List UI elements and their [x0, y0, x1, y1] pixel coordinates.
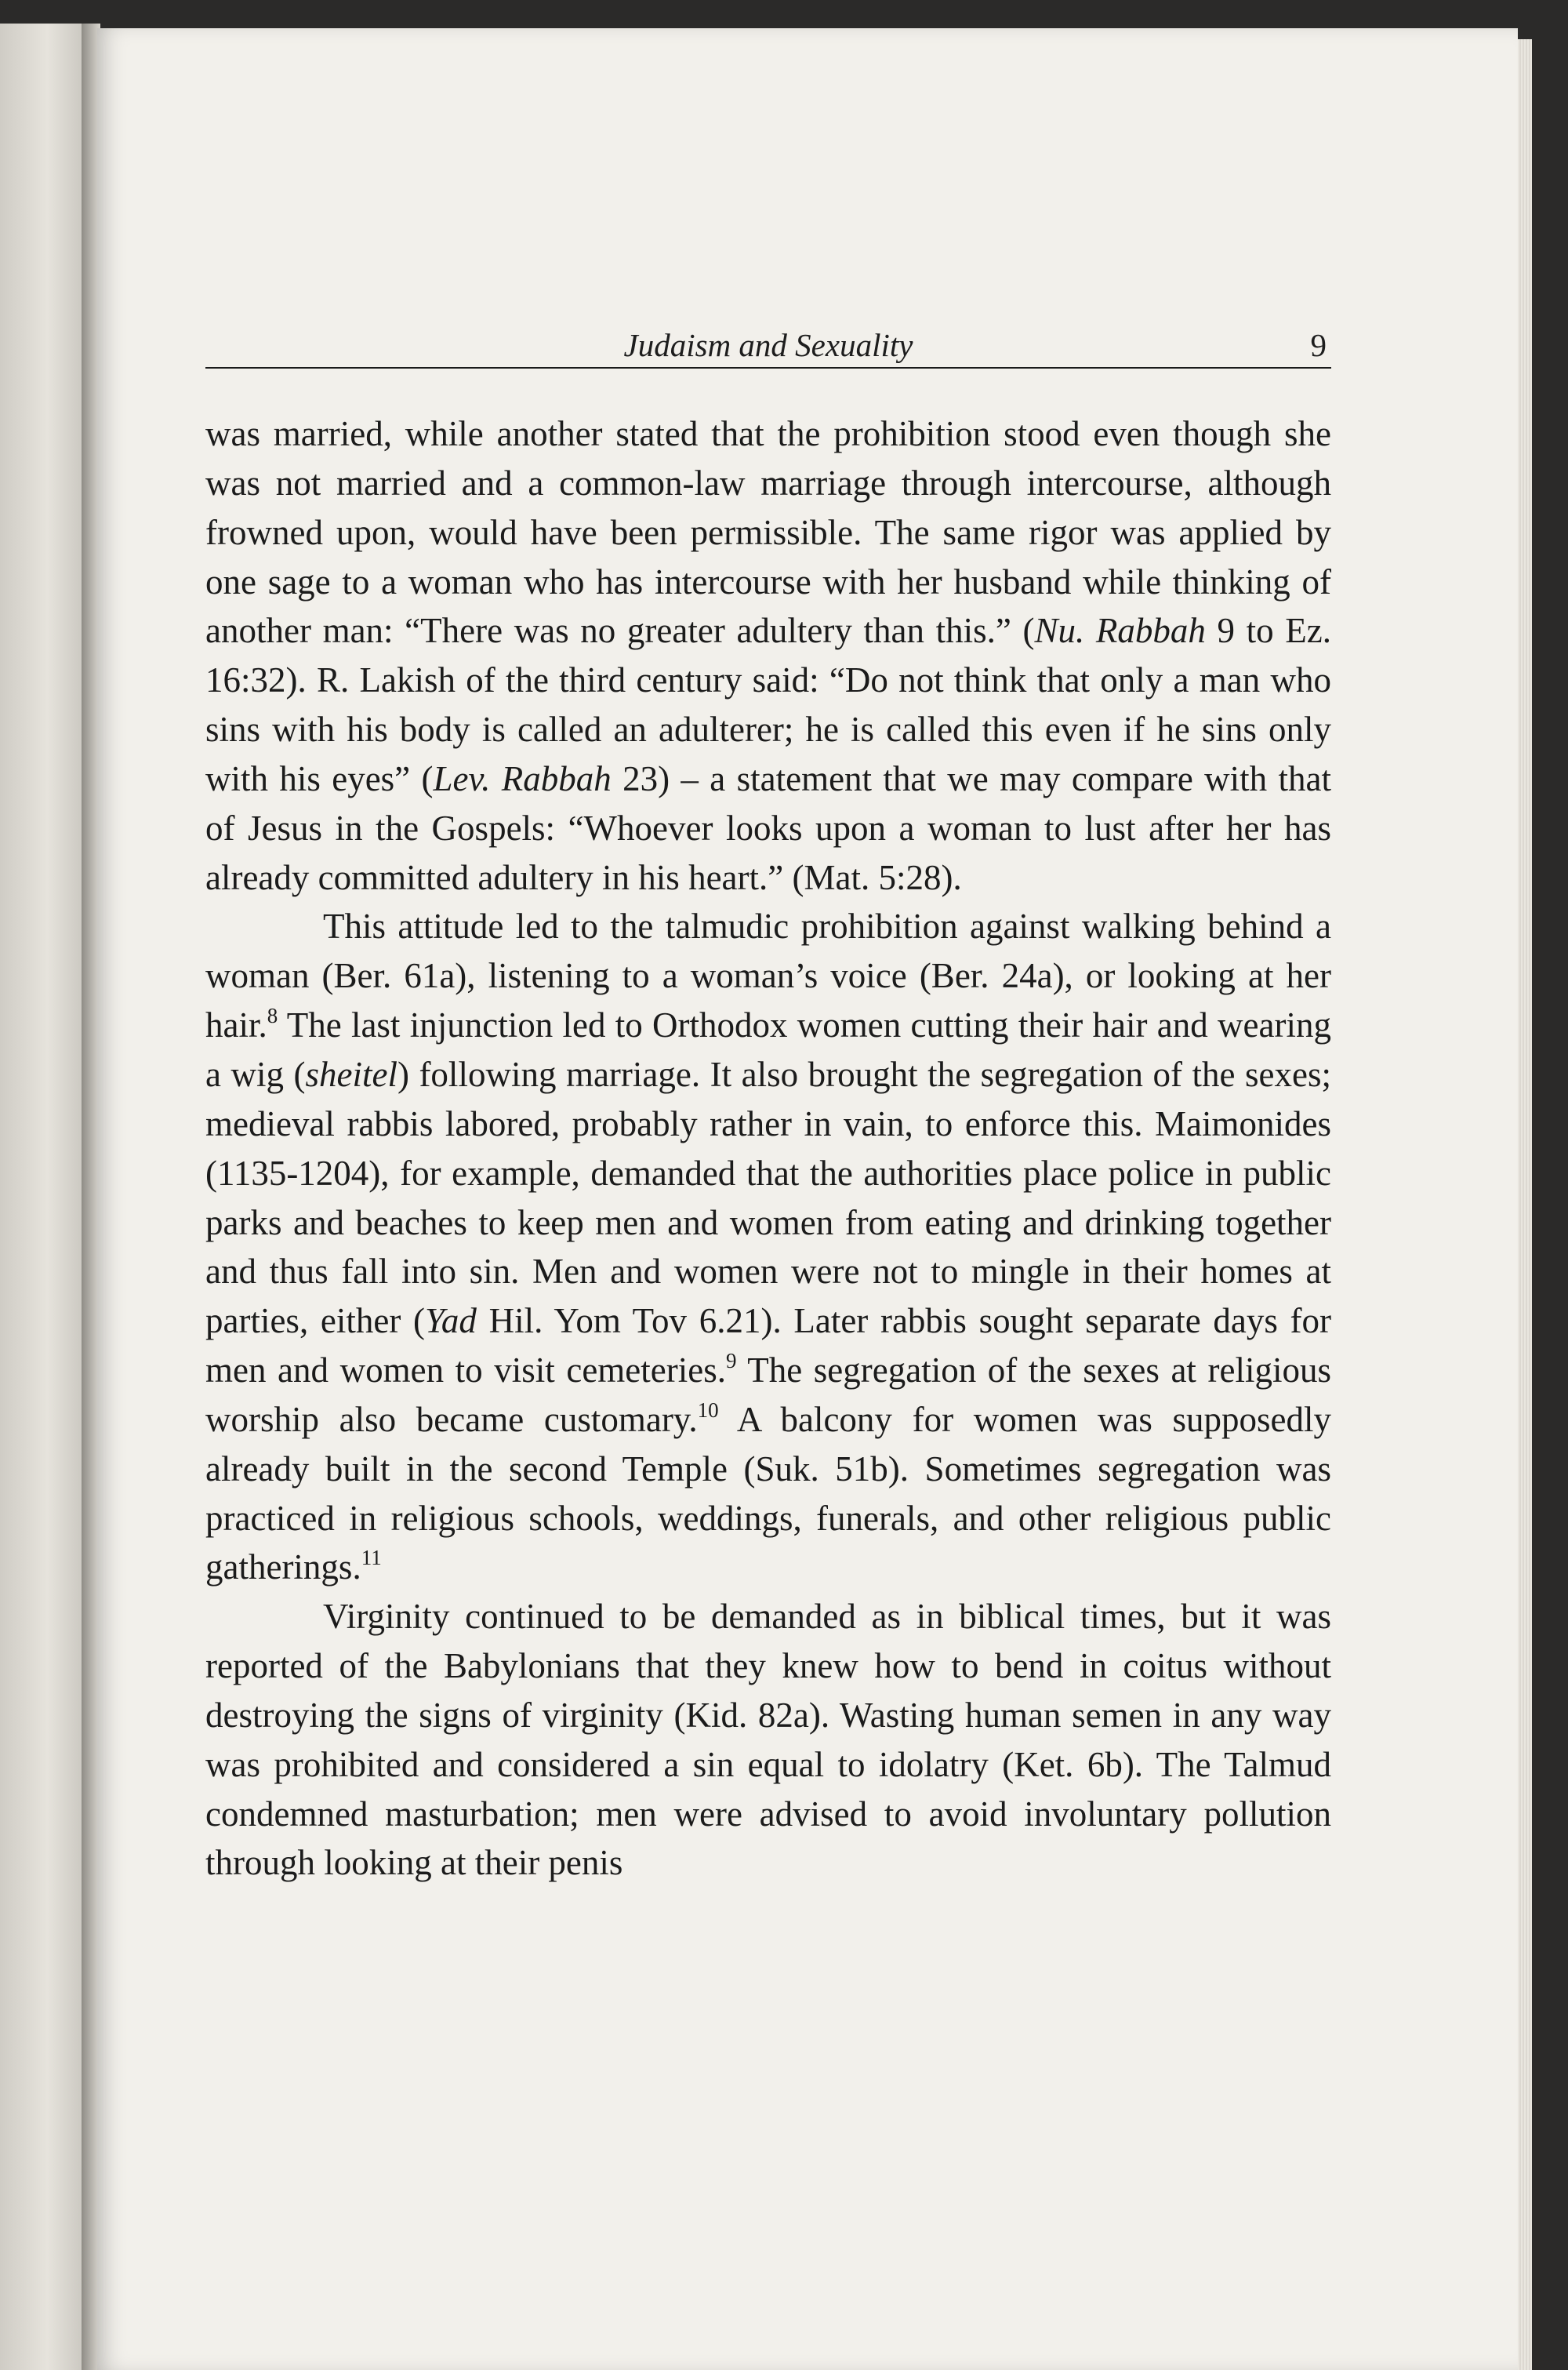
footnote-marker: 10	[697, 1398, 719, 1422]
paragraph	[205, 409, 1331, 902]
italic-citation: Yad	[424, 1301, 477, 1341]
text-run: Virginity continued to be demanded as in biblical times, but it was reported of the Babylonians that they knew how to bend in coitus without destroying the signs of virginity (Kid. 82a). Wasting human semen in any way was prohibited and considered a sin equal to idolatry (Ket. 6b). The Talmud condemned masturbation; men were advised to avoid involuntary pollution through looking at their penis	[205, 1597, 1331, 1883]
text-run: 23) – a statement that we may compare with that of Jesus in the Gospels: “Whoever looks upon a woman to lust after her has already committed adultery in his heart.” (Mat. 5:28).	[205, 758, 1331, 897]
italic-citation: Nu. Rabbah	[1034, 611, 1206, 651]
body-text	[205, 409, 1331, 1888]
text-run: ) following marriage. It also brought the segregation of the sexes; medieval rabbis labored, probably rather in vain, to enforce this. Maimonides (1135-1204), for example, demanded that the authorities place police in public parks and beaches to keep men and women from eating and drinking together and thus fall into sin. Men and women were not to mingle in their homes at parties, either (	[205, 1054, 1331, 1341]
italic-citation: Lev. Rabbah	[433, 758, 612, 798]
text-run: 9 to Ez. 16:32). R. Lakish of the third century said: “Do not think that only a man who sins with his body is called an adulterer; he is called this even if he sins only with his eyes” (	[205, 611, 1331, 798]
text-run: was married, while another stated that the prohibition stood even though she was not married and a common-law marriage through intercourse, although frowned upon, would have been permissible. The same rigor was applied by one sage to a woman who has intercourse with her husband while thinking of another man: “There was no greater adultery than this.” (	[205, 414, 1331, 651]
footnote-marker: 9	[725, 1349, 737, 1373]
text-run: This attitude led to the talmudic prohibition against walking behind a woman (Ber. 61a), listening to a woman’s voice (Ber. 24a), or looking at her hair.	[205, 907, 1331, 1045]
text-run: Hil. Yom Tov 6.21). Later rabbis sought separate days for men and women to visit cemeteries.	[205, 1301, 1332, 1390]
footnote-marker: 8	[267, 1004, 278, 1028]
footnote-marker: 11	[361, 1546, 382, 1570]
text-run: The last injunction led to Orthodox women cutting their hair and wearing a wig (	[205, 1005, 1331, 1094]
facing-page-edge	[0, 24, 86, 2370]
running-head	[205, 322, 1331, 369]
paragraph	[205, 1592, 1331, 1888]
page-stack-edge	[1518, 39, 1532, 2370]
running-title: Judaism and Sexuality	[623, 327, 913, 363]
page-number: 9	[1310, 327, 1327, 363]
text-run: A balcony for women was supposedly already built in the second Temple (Suk. 51b). Sometimes segregation was practiced in religious schools, weddings, funerals, and other religious public gatherings.	[205, 1399, 1331, 1587]
paragraph	[205, 902, 1331, 1592]
italic-citation: sheitel	[305, 1054, 397, 1094]
text-run: The segregation of the sexes at religious worship also became customary.	[205, 1350, 1331, 1439]
